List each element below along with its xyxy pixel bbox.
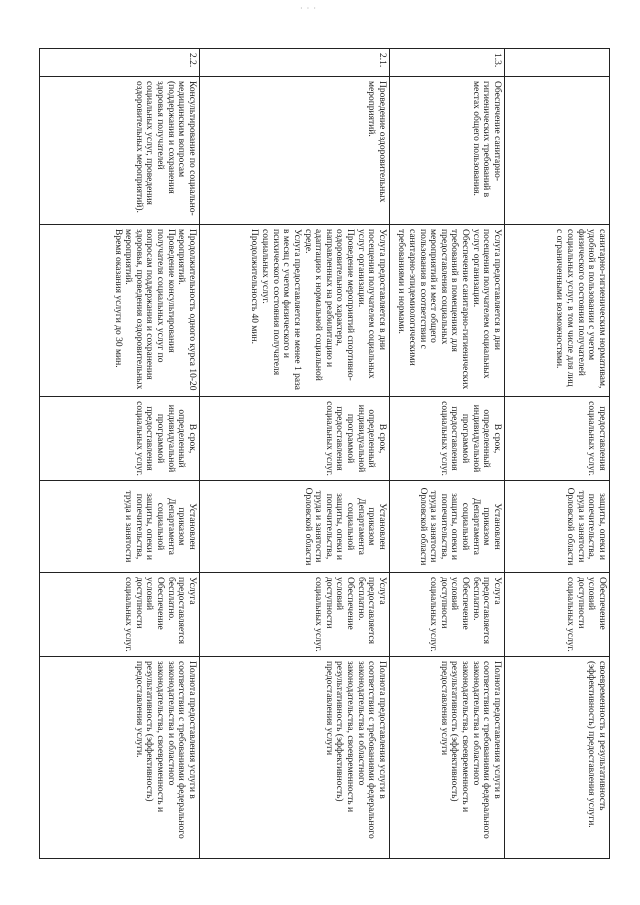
service-description: Услуга предоставляется в дни посещения получателем социальных услуг организации. Обеспечение санитарно-гигиенических требований в помещениях для предоставления социальных мероприятий и мест общего пользования в соответствии с санитарно-эпидемиологическими требованиями и нормами.	[390, 225, 505, 397]
service-name	[505, 77, 610, 225]
document-page	[40, 48, 610, 858]
row-number: 2.2.	[40, 49, 200, 77]
service-conditions: Услуга предоставляется бесплатно. Обеспечение условий доступности социальных услуг.	[200, 573, 390, 657]
service-conditions: Обеспечение условий доступности социальных услуг.	[505, 573, 610, 657]
service-name: Консультирование по социально-медицинским вопросам (поддержания и сохранения здоровья получателей социальных услуг, проведения оздоровительных мероприятий).	[40, 77, 200, 225]
table-row	[505, 49, 610, 859]
service-name: Проведение оздоровительных мероприятий.	[200, 77, 390, 225]
service-term: В срок, определенный индивидуальной программой предоставления социальных услуг.	[390, 397, 505, 481]
service-quality: Полнота предоставления услуги в соответствии с требованиями федерального законодательства и областного законодательства, своевременность и результативность (эффективность) предоставления услуги	[200, 657, 390, 859]
service-term: В срок, определенный индивидуальной программой предоставления социальных услуг.	[40, 397, 200, 481]
row-number: 1.3.	[390, 49, 505, 77]
service-basis: Установлен приказом Департамента социальной защиты, опеки и попечительства, труда и занятости	[40, 481, 200, 573]
service-basis: защиты, опеки и попечительства, труда и занятости Орловской области	[505, 481, 610, 573]
service-quality: Полнота предоставления услуги в соответствии с требованиями федерального законодательства и областного законодательства, своевременность и результативность (эффективность) предоставления услуги	[390, 657, 505, 859]
scan-marks: · · ·	[300, 4, 317, 13]
services-table	[39, 48, 610, 859]
rotated-table-container	[40, 48, 610, 858]
service-description: Услуга предоставляется в дни посещения получателем социальных услуг организации. Проведение мероприятий спортивно-оздоровительного характера, направленных на реабилитацию и адаптацию к нормальной социальной среде. Услуга предоставляется не менее 1 раза в месяц с учетом физического и психического состояния получателя социальных услуг. Продолжительность 40 мин.	[200, 225, 390, 397]
service-conditions: Услуга предоставляется бесплатно. Обеспечение условий доступности социальных услуг.	[40, 573, 200, 657]
table-row	[390, 49, 505, 859]
table-row	[200, 49, 390, 859]
service-conditions: Услуга предоставляется бесплатно. Обеспечение условий доступности социальных услуг.	[390, 573, 505, 657]
service-quality: Полнота предоставления услуги в соответствии с требованиями федерального законодательства и областного законодательства, своевременность и результативность (эффективность) предоставления услуги.	[40, 657, 200, 859]
service-name: Обеспечение санитарно-гигиенических требований в местах общего пользования.	[390, 77, 505, 225]
row-number	[505, 49, 610, 77]
service-description: Продолжительность одного курса 10-20 мероприятий. Проведение консультирования получателя социальных услуг по вопросам поддержания и сохранения здоровья, проведения оздоровительных мероприятий. Время оказания услуги до 30 мин.	[40, 225, 200, 397]
service-basis: Установлен приказом Департамента социальной защиты, опеки и попечительства, труда и занятости Орловской области	[390, 481, 505, 573]
service-basis: Установлен приказом Департамента социальной защиты, опеки и попечительства, труда и занятости Орловской области	[200, 481, 390, 573]
service-description: санитарно-гигиеническим нормативам, удобной в пользовании с учетом физического состояния получателей социальных услуг, в том числе для лиц с ограниченными возможностями.	[505, 225, 610, 397]
service-term: В срок, определенный индивидуальной программой предоставления социальных услуг.	[200, 397, 390, 481]
service-quality: своевременность и результативность (эффективность) предоставления услуги.	[505, 657, 610, 859]
table-row	[40, 49, 200, 859]
row-number: 2.1.	[200, 49, 390, 77]
service-term: предоставления социальных услуг.	[505, 397, 610, 481]
